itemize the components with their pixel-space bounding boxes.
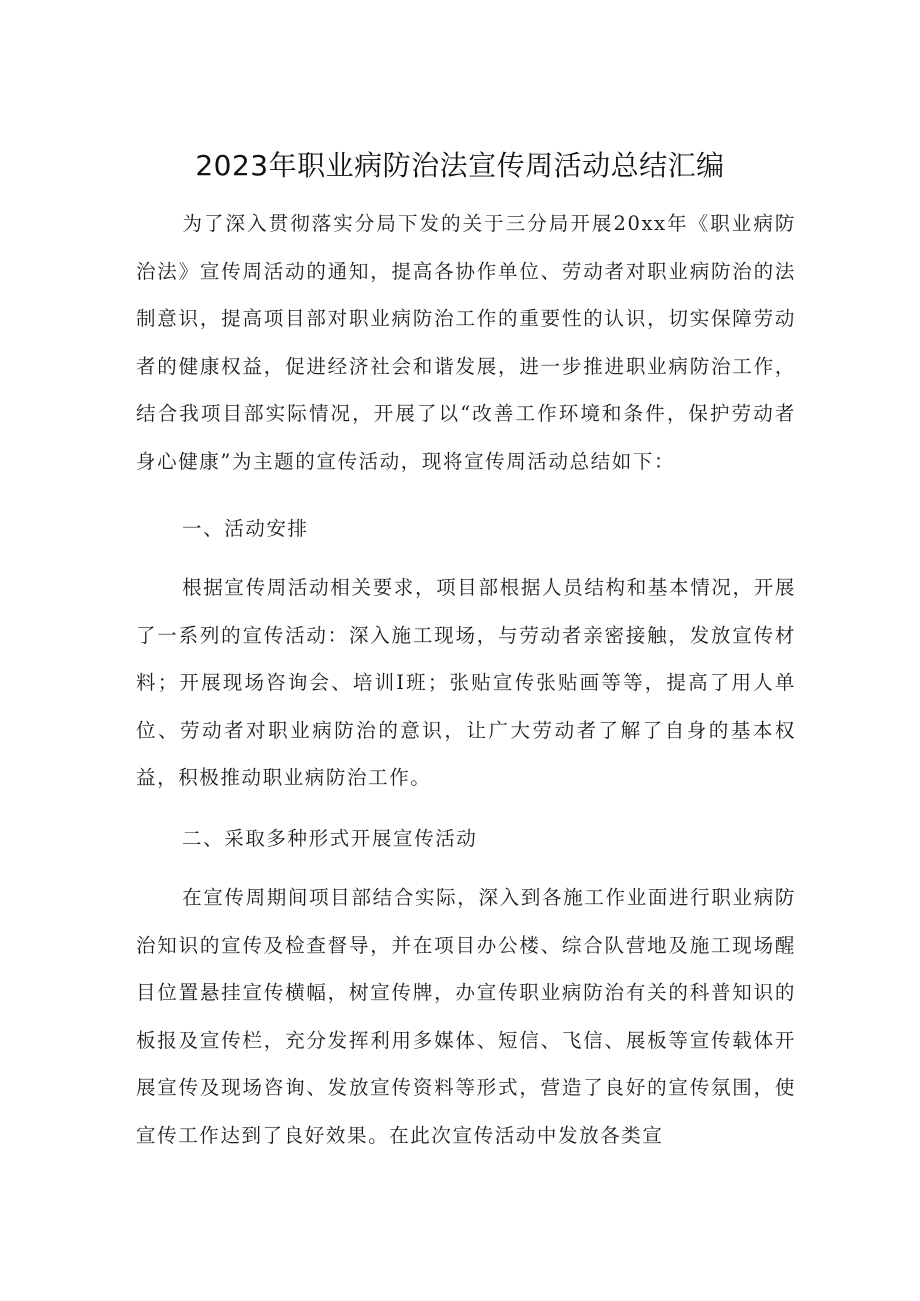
section-2-paragraph xyxy=(136,874,796,1159)
section-2-paragraph-text: 在宣传周期间项目部结合实际，深入到各施工作业面进行职业病防治知识的宣传及检查督导，并在项目办公楼、综合队营地及施工现场醒目位置悬挂宣传横幅，树宣传牌，办宣传职业病防治有关的科普知识的板报及宣传栏，充分发挥利用多媒体、短信、飞信、展板等宣传载体开展宣传及现场咨询、发放宣传资料等形式，营造了良好的宣传氛围，使宣传工作达到了良好效果。在此次宣传活动中发放各类宣 xyxy=(136,886,796,1147)
section-1-paragraph xyxy=(136,564,796,802)
intro-paragraph-text: 为了深入贯彻落实分局下发的关于三分局开展20xx年《职业病防治法》宣传周活动的通知，提高各协作单位、劳动者对职业病防治的法制意识，提高项目部对职业病防治工作的重要性的认识，切实保障劳动者的健康权益，促进经济社会和谐发展，进一步推进职业病防治工作，结合我项目部实际情况，开展了以“改善工作环境和条件，保护劳动者身心健康”为主题的宣传活动，现将宣传周活动总结如下： xyxy=(136,212,796,473)
section-heading-activity-arrangement: 一、活动安排 xyxy=(182,517,309,540)
document-title: 2023年职业病防治法宣传周活动总结汇编 xyxy=(195,149,725,182)
section-heading-publicity-forms: 二、采取多种形式开展宣传活动 xyxy=(182,827,478,850)
section-1-paragraph-text: 根据宣传周活动相关要求，项目部根据人员结构和基本情况，开展了一系列的宣传活动：深入施工现场，与劳动者亲密接触，发放宣传材料；开展现场咨询会、培训Ⅰ班；张贴宣传张贴画等等，提高了用人单位、劳动者对职业病防治的意识，让广大劳动者了解了自身的基本权益，积极推动职业病防治工作。 xyxy=(136,576,796,789)
intro-paragraph xyxy=(136,200,796,485)
